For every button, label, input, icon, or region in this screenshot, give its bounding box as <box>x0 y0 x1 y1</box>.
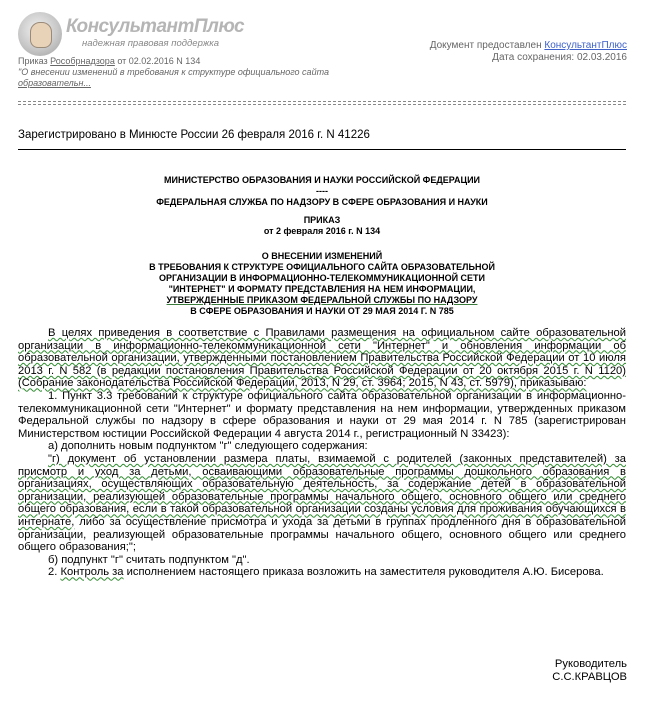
signatory-name: С.С.КРАВЦОВ <box>552 671 627 683</box>
document-reference: Приказ Рособрнадзора от 02.02.2016 N 134 "О внесении изменений в требования к структуре официального сайта образовательн... <box>18 56 329 88</box>
clause-1a-paragraph: а) дополнить новым подпунктом "г" следующего содержания: <box>48 440 368 453</box>
order-body <box>18 327 626 579</box>
order-heading <box>18 215 626 237</box>
logo-tagline: надежная правовая поддержка <box>82 38 220 49</box>
signatory-title: Руководитель <box>554 658 627 670</box>
registration-divider <box>18 149 626 150</box>
preamble-paragraph: В целях приведения в соответствие с Правилами размещения на официальном сайте образовательной организации в информационно-телекоммуникационной сети "Интернет" и обновления информации об образовательной организации, утвержденными постановлением Правительства Российской Федерации от 10 июля 2013 г. N 582 (в редакции постановления Правительства Российской Федерации от 20 октября 2015 г. N 1120) (Собрание законодательства Российской Федерации, 2013, N 29, ст. 3964; 2015, N 43, ст. 5979), приказываю: <box>18 327 626 390</box>
order-title: ПРИКАЗ <box>303 215 341 225</box>
consultantplus-logo <box>18 12 248 58</box>
order-subject: О ВНЕСЕНИИ ИЗМЕНЕНИЙ В ТРЕБОВАНИЯ К СТРУКТУРЕ ОФИЦИАЛЬНОГО САЙТА ОБРАЗОВАТЕЛЬНОЙ ОРГАНИЗАЦИИ В ИНФОРМАЦИОННО-ТЕЛЕКОММУНИКАЦИОННОЙ СЕТИ "ИНТЕРНЕТ" И ФОРМАТУ ПРЕДСТАВЛЕНИЯ НА НЕМ ИНФОРМАЦИИ, УТВЕРЖДЕННЫЕ ПРИКАЗОМ ФЕДЕРАЛЬНОЙ СЛУЖБЫ ПО НАДЗОРУ В СФЕРЕ ОБРАЗОВАНИЯ И НАУКИ ОТ 29 МАЯ 2014 Г. N 785 <box>18 251 626 317</box>
org-link[interactable]: Рособрнадзора <box>50 56 115 66</box>
header-divider <box>18 101 626 102</box>
provided-by: Документ предоставлен КонсультантПлюс Дата сохранения: 02.03.2016 <box>429 40 627 63</box>
ministry-name: МИНИСТЕРСТВО ОБРАЗОВАНИЯ И НАУКИ РОССИЙСКОЙ ФЕДЕРАЦИИ <box>163 175 481 185</box>
order-date: от 2 февраля 2016 г. N 134 <box>263 226 381 236</box>
doc-title-link[interactable]: образовательн... <box>18 78 91 88</box>
clause-2-paragraph: 2. Контроль за исполнением настоящего приказа возложить на заместителя руководителя А.Ю. Бисерова. <box>48 566 604 579</box>
service-name: ФЕДЕРАЛЬНАЯ СЛУЖБА ПО НАДЗОРУ В СФЕРЕ ОБРАЗОВАНИЯ И НАУКИ <box>156 197 488 207</box>
logo-emblem-icon <box>18 12 62 56</box>
save-date: Дата сохранения: 02.03.2016 <box>492 52 627 63</box>
dash-separator: ---- <box>316 186 328 196</box>
issuer-block <box>18 175 626 208</box>
document-header <box>0 0 645 100</box>
header-divider-2 <box>18 104 626 105</box>
registration-note: Зарегистрировано в Минюсте России 26 февраля 2016 г. N 41226 <box>18 129 370 141</box>
logo-name: КонсультантПлюс <box>66 16 245 37</box>
clause-1b-paragraph: б) подпункт "г" считать подпунктом "д". <box>48 553 250 566</box>
new-subclause-paragraph: "г) документ об установлении размера платы, взимаемой с родителей (законных представителей) за присмотр и уход за детьми, осваивающими образовательные программы дошкольного образования в организациях, осуществляющих образовательную деятельность, за содержание детей в образовательной организации, реализующей образовательные программы начального общего, основного общего или среднего общего образования, если в такой образовательной организации созданы условия для проживания обучающихся в интернате, либо за осуществление присмотра и ухода за детьми в группах продленного дня в образовательной организации, реализующей образовательные программы начального общего, основного общего или среднего общего образования;"; <box>18 452 626 554</box>
clause-1-paragraph: 1. Пункт 3.3 требований к структуре официального сайта образовательной организации в информационно-телекоммуникационной сети "Интернет" и формату представления на нем информации, утвержденных приказом Федеральной службы по надзору в сфере образования и науки от 29 мая 2014 г. N 785 (зарегистрирован Министерством юстиции Российской Федерации 4 августа 2014 г., регистрационный N 33423): <box>18 389 626 440</box>
signature-block <box>552 658 627 684</box>
subject-link-line[interactable]: УТВЕРЖДЕННЫЕ ПРИКАЗОМ ФЕДЕРАЛЬНОЙ СЛУЖБЫ ПО НАДЗОРУ <box>166 295 478 305</box>
consultantplus-link[interactable]: КонсультантПлюс <box>544 40 627 51</box>
